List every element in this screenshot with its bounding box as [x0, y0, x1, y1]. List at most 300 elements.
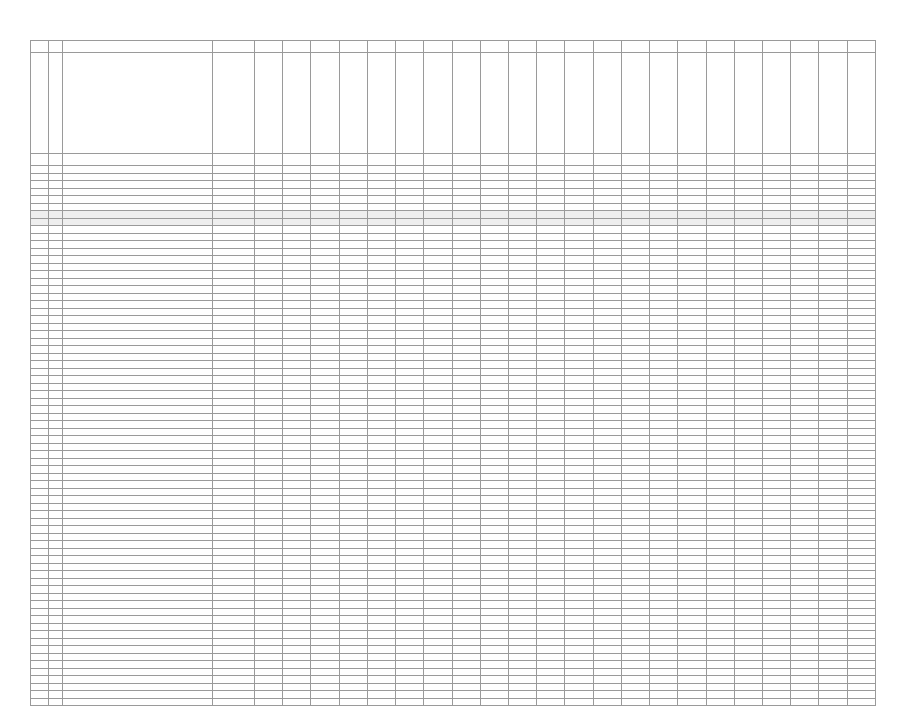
table-cell	[537, 443, 565, 451]
table-cell	[452, 556, 480, 564]
table-cell	[593, 466, 621, 474]
table-cell	[678, 698, 706, 706]
table-cell	[621, 421, 649, 429]
table-cell	[762, 323, 790, 331]
table-cell	[819, 646, 847, 654]
table-cell	[367, 623, 395, 631]
table-cell	[63, 503, 213, 511]
table-cell	[396, 338, 424, 346]
table-cell	[678, 518, 706, 526]
table-cell	[508, 496, 536, 504]
table-cell	[480, 511, 508, 519]
table-cell	[593, 451, 621, 459]
table-cell	[424, 616, 452, 624]
table-cell	[650, 226, 678, 234]
table-cell	[593, 473, 621, 481]
table-cell	[424, 481, 452, 489]
table-cell	[762, 196, 790, 204]
table-cell	[396, 518, 424, 526]
table-cell	[593, 286, 621, 294]
table-cell	[49, 571, 63, 579]
table-cell	[706, 481, 734, 489]
table-cell	[452, 368, 480, 376]
table-cell	[283, 518, 311, 526]
table-cell	[63, 398, 213, 406]
table-cell	[480, 578, 508, 586]
table-cell	[706, 338, 734, 346]
table-cell	[49, 226, 63, 234]
table-cell	[508, 638, 536, 646]
table-cell	[706, 541, 734, 549]
table-cell	[819, 173, 847, 181]
table-cell	[847, 166, 875, 174]
table-cell	[311, 593, 339, 601]
table-cell	[283, 308, 311, 316]
table-cell	[650, 481, 678, 489]
table-cell	[537, 436, 565, 444]
table-cell	[819, 293, 847, 301]
table-cell	[819, 316, 847, 324]
table-cell	[508, 263, 536, 271]
table-cell	[537, 548, 565, 556]
table-cell	[762, 608, 790, 616]
table-cell	[480, 278, 508, 286]
table-cell	[213, 353, 255, 361]
table-cell	[311, 391, 339, 399]
table-cell	[339, 166, 367, 174]
table-cell	[480, 346, 508, 354]
table-cell	[367, 331, 395, 339]
table-cell	[762, 368, 790, 376]
table-cell	[452, 188, 480, 196]
table-cell	[706, 578, 734, 586]
table-cell	[31, 668, 49, 676]
table-cell	[819, 623, 847, 631]
table-cell	[819, 563, 847, 571]
table-cell	[819, 503, 847, 511]
table-row	[31, 668, 876, 676]
table-cell	[311, 676, 339, 684]
table-cell	[452, 428, 480, 436]
table-cell	[621, 631, 649, 639]
table-cell	[367, 518, 395, 526]
table-cell	[452, 563, 480, 571]
table-cell	[791, 578, 819, 586]
table-cell	[650, 601, 678, 609]
table-cell	[396, 308, 424, 316]
table-cell	[621, 154, 649, 166]
table-cell	[283, 473, 311, 481]
table-cell	[593, 263, 621, 271]
table-cell	[63, 653, 213, 661]
table-cell	[734, 166, 762, 174]
table-cell	[480, 698, 508, 706]
table-cell	[847, 683, 875, 691]
table-cell	[819, 638, 847, 646]
table-cell	[213, 406, 255, 414]
table-cell	[508, 361, 536, 369]
table-cell	[650, 683, 678, 691]
table-cell	[621, 211, 649, 219]
table-cell	[537, 166, 565, 174]
table-cell	[508, 503, 536, 511]
table-cell	[537, 676, 565, 684]
table-cell	[311, 346, 339, 354]
table-cell	[847, 181, 875, 189]
table-cell	[339, 683, 367, 691]
table-cell	[396, 413, 424, 421]
table-cell	[480, 503, 508, 511]
table-cell	[480, 473, 508, 481]
table-cell	[593, 698, 621, 706]
table-cell	[311, 691, 339, 699]
table-row	[31, 676, 876, 684]
table-cell	[396, 353, 424, 361]
table-cell	[63, 203, 213, 211]
table-cell	[49, 451, 63, 459]
table-cell	[480, 218, 508, 226]
table-cell	[762, 451, 790, 459]
table-cell	[734, 181, 762, 189]
table-cell	[819, 308, 847, 316]
table-cell	[621, 278, 649, 286]
table-cell	[734, 586, 762, 594]
table-cell	[565, 428, 593, 436]
table-cell	[213, 301, 255, 309]
table-cell	[424, 593, 452, 601]
table-row	[31, 218, 876, 226]
table-cell	[593, 518, 621, 526]
table-cell	[791, 616, 819, 624]
table-cell	[650, 248, 678, 256]
table-cell	[678, 571, 706, 579]
table-cell	[283, 526, 311, 534]
table-cell	[255, 593, 283, 601]
table-cell	[537, 541, 565, 549]
table-cell	[791, 226, 819, 234]
table-cell	[706, 563, 734, 571]
table-cell	[452, 533, 480, 541]
table-cell	[367, 533, 395, 541]
table-cell	[508, 376, 536, 384]
table-cell	[367, 218, 395, 226]
table-cell	[847, 353, 875, 361]
table-cell	[311, 451, 339, 459]
table-cell	[791, 451, 819, 459]
table-cell	[847, 406, 875, 414]
table-cell	[537, 698, 565, 706]
table-cell	[311, 653, 339, 661]
table-cell	[255, 196, 283, 204]
table-cell	[593, 661, 621, 669]
table-cell	[734, 578, 762, 586]
table-cell	[537, 256, 565, 264]
table-cell	[537, 593, 565, 601]
table-cell	[819, 458, 847, 466]
table-cell	[762, 331, 790, 339]
table-cell	[452, 218, 480, 226]
table-cell	[452, 331, 480, 339]
table-cell	[565, 533, 593, 541]
table-cell	[791, 308, 819, 316]
table-cell	[621, 331, 649, 339]
table-cell	[63, 616, 213, 624]
table-cell	[791, 413, 819, 421]
table-cell	[283, 608, 311, 616]
table-cell	[63, 623, 213, 631]
table-cell	[49, 248, 63, 256]
table-cell	[63, 556, 213, 564]
table-cell	[678, 638, 706, 646]
table-cell	[255, 41, 283, 53]
table-cell	[734, 676, 762, 684]
table-cell	[339, 541, 367, 549]
table-cell	[367, 316, 395, 324]
table-cell	[762, 233, 790, 241]
table-cell	[311, 698, 339, 706]
table-cell	[396, 361, 424, 369]
table-cell	[678, 466, 706, 474]
table-cell	[762, 293, 790, 301]
table-cell	[283, 556, 311, 564]
table-cell	[706, 631, 734, 639]
table-cell	[424, 233, 452, 241]
table-cell	[650, 473, 678, 481]
table-cell	[283, 676, 311, 684]
table-cell	[706, 593, 734, 601]
table-cell	[847, 473, 875, 481]
table-cell	[283, 616, 311, 624]
table-cell	[508, 556, 536, 564]
table-row	[31, 376, 876, 384]
table-cell	[255, 466, 283, 474]
table-cell	[213, 188, 255, 196]
table-cell	[213, 676, 255, 684]
table-cell	[452, 154, 480, 166]
table-cell	[311, 211, 339, 219]
table-cell	[734, 383, 762, 391]
table-cell	[255, 638, 283, 646]
table-row	[31, 578, 876, 586]
table-cell	[367, 601, 395, 609]
table-cell	[650, 361, 678, 369]
table-cell	[480, 263, 508, 271]
table-cell	[49, 181, 63, 189]
table-cell	[311, 353, 339, 361]
table-cell	[480, 443, 508, 451]
table-cell	[367, 361, 395, 369]
table-cell	[537, 616, 565, 624]
table-cell	[213, 526, 255, 534]
table-cell	[734, 488, 762, 496]
table-cell	[734, 271, 762, 279]
table-cell	[396, 458, 424, 466]
table-cell	[213, 368, 255, 376]
table-cell	[706, 331, 734, 339]
table-cell	[762, 601, 790, 609]
table-cell	[396, 578, 424, 586]
table-cell	[396, 398, 424, 406]
table-cell	[734, 338, 762, 346]
table-cell	[396, 181, 424, 189]
table-cell	[424, 331, 452, 339]
table-cell	[819, 616, 847, 624]
table-cell	[819, 338, 847, 346]
table-cell	[791, 406, 819, 414]
table-cell	[706, 218, 734, 226]
table-cell	[762, 154, 790, 166]
table-cell	[31, 571, 49, 579]
table-cell	[650, 488, 678, 496]
table-cell	[537, 413, 565, 421]
table-cell	[734, 646, 762, 654]
table-cell	[424, 203, 452, 211]
table-cell	[762, 353, 790, 361]
table-row	[31, 466, 876, 474]
table-cell	[537, 533, 565, 541]
table-cell	[508, 541, 536, 549]
table-cell	[621, 353, 649, 361]
table-cell	[339, 316, 367, 324]
table-cell	[480, 571, 508, 579]
table-cell	[791, 353, 819, 361]
table-cell	[63, 631, 213, 639]
table-row	[31, 346, 876, 354]
table-cell	[63, 361, 213, 369]
table-cell	[63, 376, 213, 384]
table-cell	[49, 646, 63, 654]
table-cell	[255, 631, 283, 639]
table-cell	[213, 653, 255, 661]
table-cell	[311, 256, 339, 264]
table-cell	[621, 263, 649, 271]
table-cell	[593, 511, 621, 519]
table-cell	[213, 668, 255, 676]
table-cell	[508, 154, 536, 166]
table-cell	[63, 286, 213, 294]
table-cell	[565, 196, 593, 204]
table-cell	[255, 286, 283, 294]
table-cell	[367, 503, 395, 511]
table-cell	[537, 608, 565, 616]
table-cell	[791, 436, 819, 444]
table-cell	[283, 503, 311, 511]
table-cell	[847, 301, 875, 309]
table-cell	[480, 203, 508, 211]
table-cell	[678, 346, 706, 354]
table-row	[31, 503, 876, 511]
table-cell	[213, 421, 255, 429]
table-cell	[565, 646, 593, 654]
table-cell	[791, 541, 819, 549]
table-cell	[650, 653, 678, 661]
table-cell	[452, 406, 480, 414]
table-cell	[565, 608, 593, 616]
table-cell	[31, 443, 49, 451]
table-cell	[255, 668, 283, 676]
table-cell	[762, 638, 790, 646]
table-cell	[339, 376, 367, 384]
table-cell	[339, 173, 367, 181]
table-cell	[452, 256, 480, 264]
table-cell	[508, 646, 536, 654]
table-cell	[734, 391, 762, 399]
table-cell	[311, 154, 339, 166]
table-cell	[847, 256, 875, 264]
table-cell	[762, 383, 790, 391]
table-cell	[706, 376, 734, 384]
table-cell	[367, 466, 395, 474]
table-cell	[311, 458, 339, 466]
table-cell	[734, 241, 762, 249]
table-cell	[593, 563, 621, 571]
table-cell	[791, 173, 819, 181]
table-cell	[621, 398, 649, 406]
table-cell	[452, 286, 480, 294]
table-cell	[283, 563, 311, 571]
table-cell	[396, 166, 424, 174]
table-cell	[593, 526, 621, 534]
table-cell	[480, 556, 508, 564]
table-cell	[762, 278, 790, 286]
table-cell	[367, 53, 395, 154]
table-cell	[31, 533, 49, 541]
table-cell	[367, 676, 395, 684]
table-cell	[762, 631, 790, 639]
table-cell	[396, 668, 424, 676]
table-cell	[339, 556, 367, 564]
table-cell	[678, 653, 706, 661]
table-cell	[255, 563, 283, 571]
table-cell	[480, 653, 508, 661]
table-cell	[339, 646, 367, 654]
table-cell	[255, 241, 283, 249]
table-cell	[339, 451, 367, 459]
table-cell	[452, 53, 480, 154]
table-cell	[537, 316, 565, 324]
table-cell	[508, 668, 536, 676]
table-row	[31, 481, 876, 489]
table-cell	[706, 413, 734, 421]
table-cell	[213, 571, 255, 579]
table-cell	[213, 338, 255, 346]
table-cell	[565, 511, 593, 519]
table-cell	[650, 451, 678, 459]
table-cell	[480, 676, 508, 684]
table-cell	[565, 41, 593, 53]
table-cell	[213, 496, 255, 504]
table-cell	[650, 398, 678, 406]
table-cell	[367, 578, 395, 586]
table-cell	[311, 601, 339, 609]
table-cell	[480, 496, 508, 504]
table-cell	[621, 406, 649, 414]
table-cell	[424, 698, 452, 706]
table-cell	[508, 661, 536, 669]
table-cell	[339, 211, 367, 219]
table-cell	[650, 563, 678, 571]
table-cell	[255, 53, 283, 154]
table-cell	[706, 316, 734, 324]
table-cell	[650, 316, 678, 324]
table-cell	[706, 263, 734, 271]
table-cell	[650, 646, 678, 654]
table-cell	[791, 518, 819, 526]
table-cell	[63, 593, 213, 601]
table-cell	[480, 421, 508, 429]
table-cell	[847, 676, 875, 684]
table-cell	[762, 518, 790, 526]
